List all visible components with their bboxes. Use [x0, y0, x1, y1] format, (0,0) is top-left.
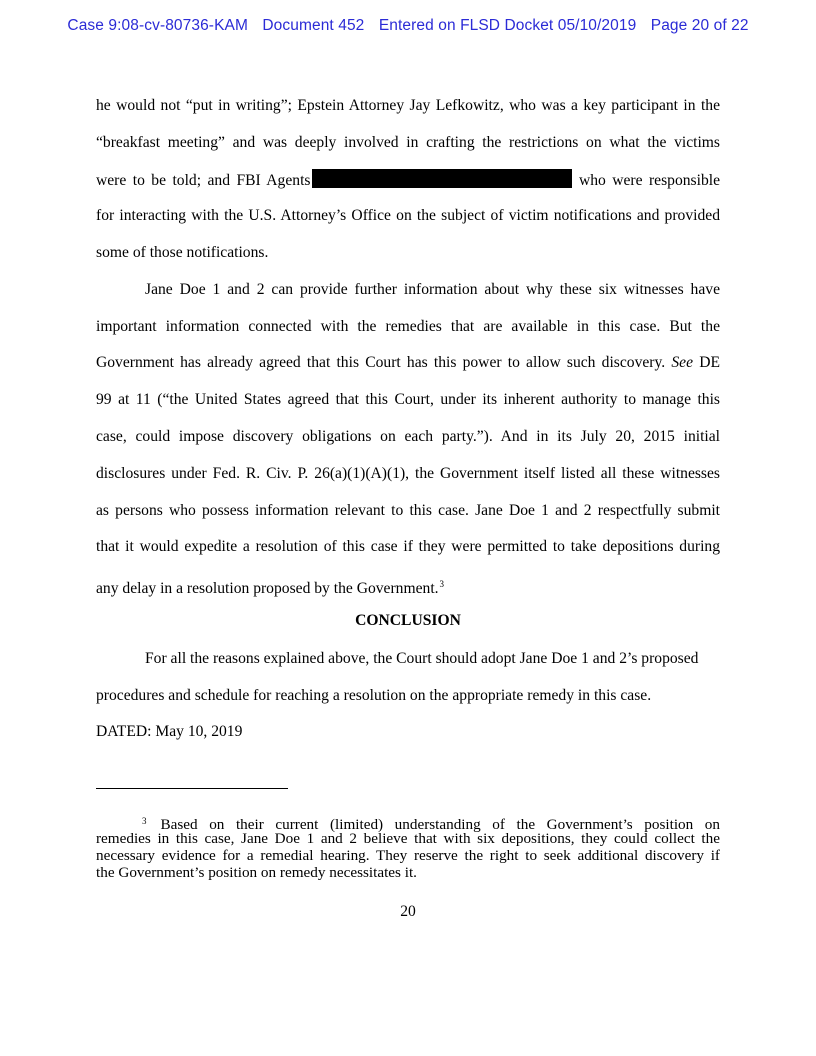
- page-count: Page 20 of 22: [650, 17, 749, 34]
- text-line: [96, 169, 720, 189]
- footnote-separator: [96, 788, 288, 789]
- footnote-line: necessary evidence for a remedial hearing. They reserve the right to seek additional discovery if: [96, 847, 720, 864]
- text-line: [96, 574, 720, 597]
- text-fragment: were to be told; and FBI Agents: [96, 172, 311, 189]
- text-fragment: Based on their current (limited) understanding of the Government’s position on: [160, 816, 720, 833]
- text-line: 99 at 11 (“the United States agreed that this Court, under its inherent authority to manage this: [96, 391, 720, 408]
- text-line: that it would expedite a resolution of this case if they were permitted to take depositions during: [96, 538, 720, 555]
- section-heading: CONCLUSION: [355, 612, 461, 629]
- text-line: “breakfast meeting” and was deeply involved in crafting the restrictions on what the victims: [96, 134, 720, 151]
- document-number: Document 452: [262, 17, 365, 34]
- docket-entry: Entered on FLSD Docket 05/10/2019: [378, 17, 637, 34]
- text-line: some of those notifications.: [96, 244, 269, 261]
- text-line: Jane Doe 1 and 2 can provide further information about why these six witnesses have: [145, 281, 720, 298]
- text-line: he would not “put in writing”; Epstein Attorney Jay Lefkowitz, who was a key participant in the: [96, 97, 720, 114]
- text-fragment: any delay in a resolution proposed by the Government.: [96, 580, 439, 597]
- text-line: case, could impose discovery obligations on each party.”). And in its July 20, 2015 initial: [96, 428, 720, 445]
- text-line: disclosures under Fed. R. Civ. P. 26(a)(1)(A)(1), the Government itself listed all these witnesses: [96, 465, 720, 482]
- footnote-line: remedies in this case, Jane Doe 1 and 2 believe that with six depositions, they could collect the: [96, 830, 720, 847]
- text-line: [96, 353, 720, 373]
- dated-line: DATED: May 10, 2019: [96, 723, 243, 740]
- text-fragment: who were responsible: [578, 172, 720, 189]
- footnote-line: [96, 813, 720, 833]
- footnote-reference[interactable]: 3: [439, 579, 445, 589]
- redaction-box: [312, 169, 572, 188]
- citation-signal: See: [671, 354, 693, 371]
- text-line: For all the reasons explained above, the Court should adopt Jane Doe 1 and 2’s proposed: [145, 650, 699, 667]
- footnote-number: 3: [142, 816, 147, 826]
- text-line: as persons who possess information relevant to this case. Jane Doe 1 and 2 respectfully submit: [96, 502, 720, 519]
- case-number: Case 9:08-cv-80736-KAM: [67, 17, 248, 34]
- footnote-line: the Government’s position on remedy necessitates it.: [96, 864, 417, 881]
- text-fragment: Government has already agreed that this Court has this power to allow such discovery.: [96, 354, 666, 371]
- page-number: 20: [400, 903, 416, 920]
- text-line: important information connected with the remedies that are available in this case. But the: [96, 318, 720, 335]
- text-line: procedures and schedule for reaching a resolution on the appropriate remedy in this case.: [96, 687, 652, 704]
- docket-header: [0, 17, 816, 35]
- text-line: for interacting with the U.S. Attorney’s Office on the subject of victim notifications and provided: [96, 207, 720, 224]
- text-fragment: DE: [699, 354, 720, 371]
